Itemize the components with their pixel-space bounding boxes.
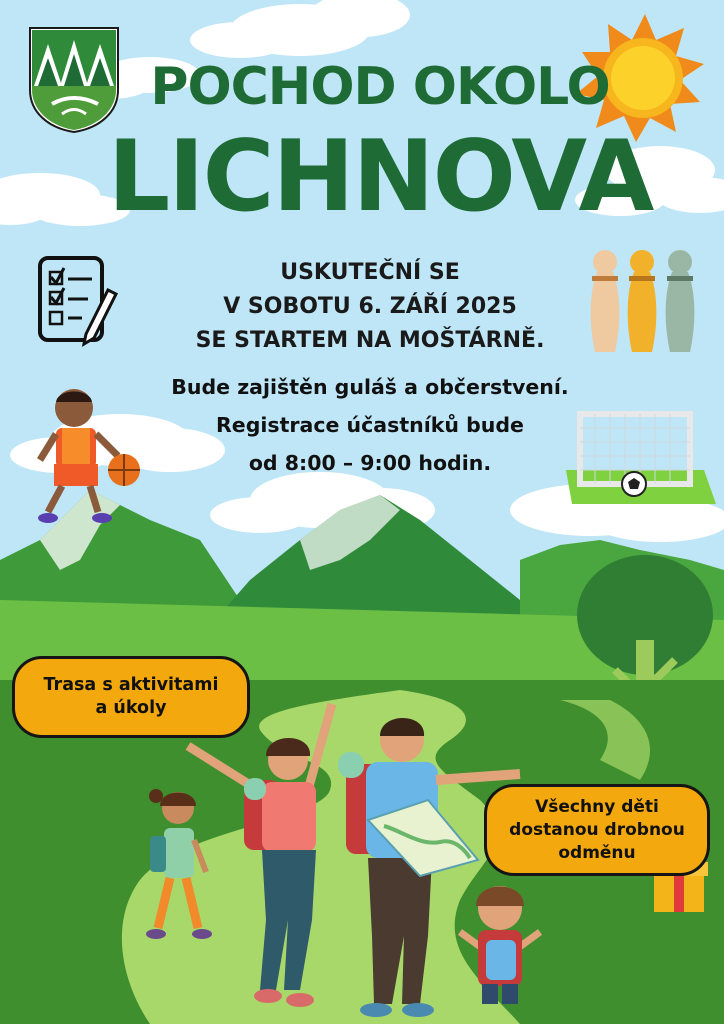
info-line: USKUTEČNÍ SE xyxy=(280,260,460,285)
info-line: SE STARTEM NA MOŠTÁRNĚ. xyxy=(195,328,545,353)
title-line-1: POCHOD OKOLO xyxy=(150,57,610,117)
title-line-2: LICHNOVA xyxy=(107,120,653,234)
bubble-line: Trasa s aktivitami xyxy=(43,675,219,695)
bubble-line: dostanou drobnou xyxy=(509,819,685,840)
bubble-line: odměnu xyxy=(558,842,636,863)
reward-bubble xyxy=(484,784,710,876)
event-info xyxy=(110,256,630,358)
activities-bubble xyxy=(12,656,250,738)
event-details xyxy=(100,368,640,482)
bubble-line: a úkoly xyxy=(95,698,167,718)
info-line: V SOBOTU 6. ZÁŘÍ 2025 xyxy=(223,294,517,319)
bubble-line: Všechny děti xyxy=(535,796,659,817)
detail-line: od 8:00 – 9:00 hodin. xyxy=(248,451,492,475)
detail-line: Registrace účastníků bude xyxy=(216,413,524,437)
detail-line: Bude zajištěn guláš a občerstvení. xyxy=(171,375,569,399)
